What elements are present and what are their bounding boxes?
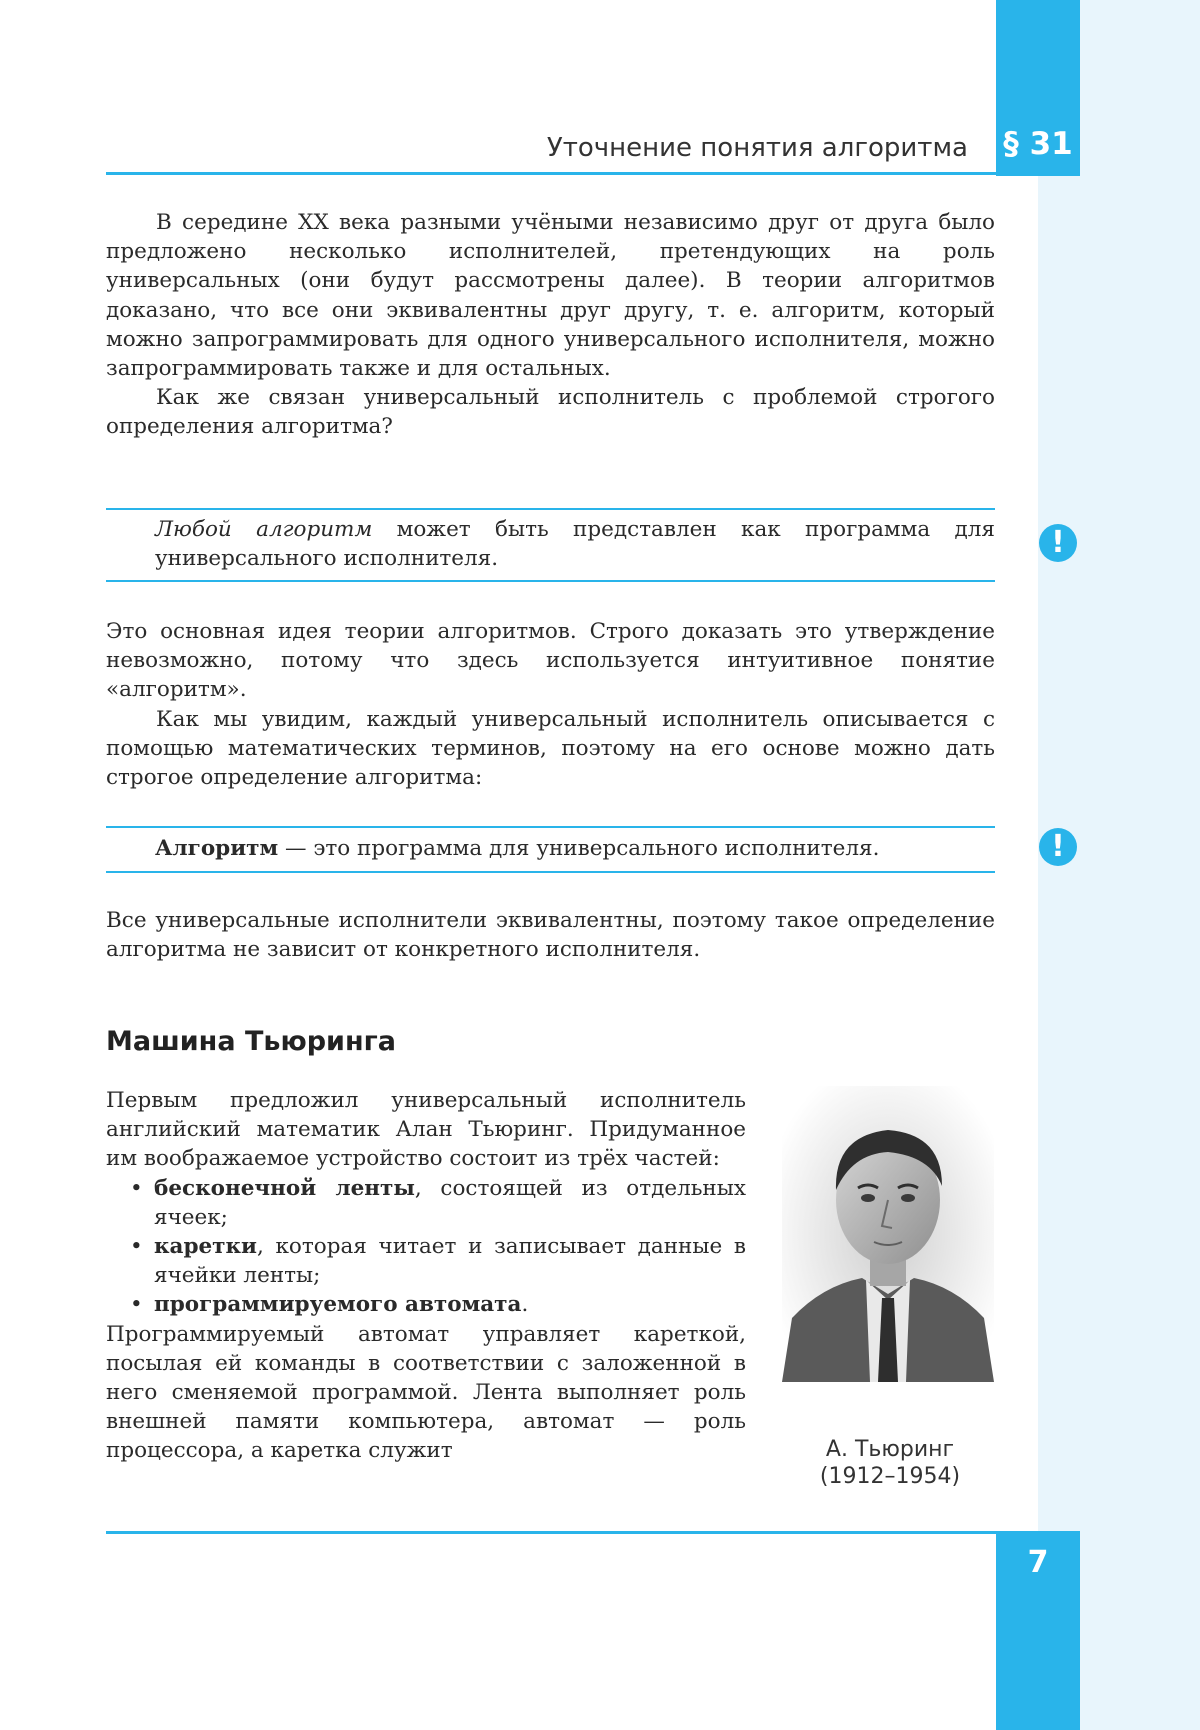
turing-paragraph-2: Программируемый автомат управляет кареткой, посылая ей команды в соответствии с заложенной в него сменяемой программой. Лента выполняет роль внешней памяти компьютера, автомат — роль процессора, а каретка служит	[106, 1321, 746, 1464]
after-box-block	[106, 906, 995, 964]
exclamation-icon: !	[1039, 828, 1077, 866]
footer-rule	[106, 1531, 996, 1534]
list-item-rest: , которая читает и записывает данные в ячейки ленты;	[154, 1234, 746, 1289]
bullet-icon: •	[130, 1292, 143, 1318]
section-heading: Машина Тьюринга	[106, 1026, 396, 1057]
portrait-caption	[760, 1436, 1020, 1490]
section-number: § 31	[1003, 126, 1073, 162]
caption-years: (1912–1954)	[819, 1464, 961, 1489]
after-box-paragraph: Все универсальные исполнители эквивалентны, поэтому такое определение алгоритма не зависит от конкретного исполнителя.	[106, 908, 995, 963]
portrait-illustration	[782, 1086, 994, 1382]
bullet-icon: •	[130, 1175, 143, 1201]
box2-top-rule	[106, 826, 995, 828]
box2-text	[155, 834, 995, 863]
box1-emphasis: Любой алгоритм	[155, 517, 373, 542]
turing-portrait	[782, 1086, 994, 1382]
turing-paragraph-1: Первым предложил универсальный исполнитель английский математик Алан Тьюринг. Придуманное им воображаемое устройство состоит из трёх частей:	[106, 1088, 746, 1172]
box2-rest: — это программа для универсального исполнителя.	[278, 836, 880, 861]
intro-block	[106, 208, 995, 442]
box1-rest: может быть представлен как программа для универсального исполнителя.	[155, 517, 995, 572]
caption-name: А. Тьюринг	[825, 1437, 955, 1462]
page-number: 7	[1027, 1545, 1049, 1580]
box2-term: Алгоритм	[155, 836, 279, 861]
intro-paragraph-1: В середине XX века разными учёными независимо друг от друга было предложено несколько исполнителей, претендующих на роль универсальных (они будут рассмотрены далее). В теории алгоритмов доказано, что все они эквивалентны друг другу, т. е. алгоритм, который можно запрограммировать для одного универсального исполнителя, можно запрограммировать также и для остальных.	[106, 210, 995, 382]
box1-top-rule	[106, 508, 995, 510]
list-item	[106, 1290, 746, 1319]
page-header-title: Уточнение понятия алгоритма	[546, 133, 968, 163]
header-rule	[106, 172, 996, 175]
list-item-rest: .	[521, 1292, 529, 1318]
middle-paragraph-2: Как мы увидим, каждый универсальный исполнитель описывается с помощью математических терминов, поэтому на его основе можно дать строгое определение алгоритма:	[106, 706, 995, 791]
list-item-rest: , состоящей из отдельных ячеек;	[154, 1175, 746, 1230]
list-item-bold: бесконечной ленты	[154, 1175, 415, 1201]
section-tab	[996, 0, 1080, 176]
bullet-icon: •	[130, 1234, 143, 1260]
middle-block	[106, 617, 995, 792]
intro-paragraph-2: Как же связан универсальный исполнитель с проблемой строгого определения алгоритма?	[106, 385, 995, 440]
turing-text-column	[106, 1086, 746, 1466]
list-item	[106, 1174, 746, 1232]
middle-paragraph-1: Это основная идея теории алгоритмов. Строго доказать это утверждение невозможно, потому что здесь используется интуитивное понятие «алгоритм».	[106, 619, 995, 703]
list-item-bold: каретки	[154, 1234, 257, 1260]
box1-bottom-rule	[106, 580, 995, 582]
page-number-tab	[996, 1531, 1080, 1730]
list-item-bold: программируемого автомата	[154, 1292, 522, 1318]
box2-bottom-rule	[106, 871, 995, 873]
box1-text	[155, 515, 995, 573]
list-item	[106, 1232, 746, 1290]
exclamation-icon: !	[1039, 524, 1077, 562]
